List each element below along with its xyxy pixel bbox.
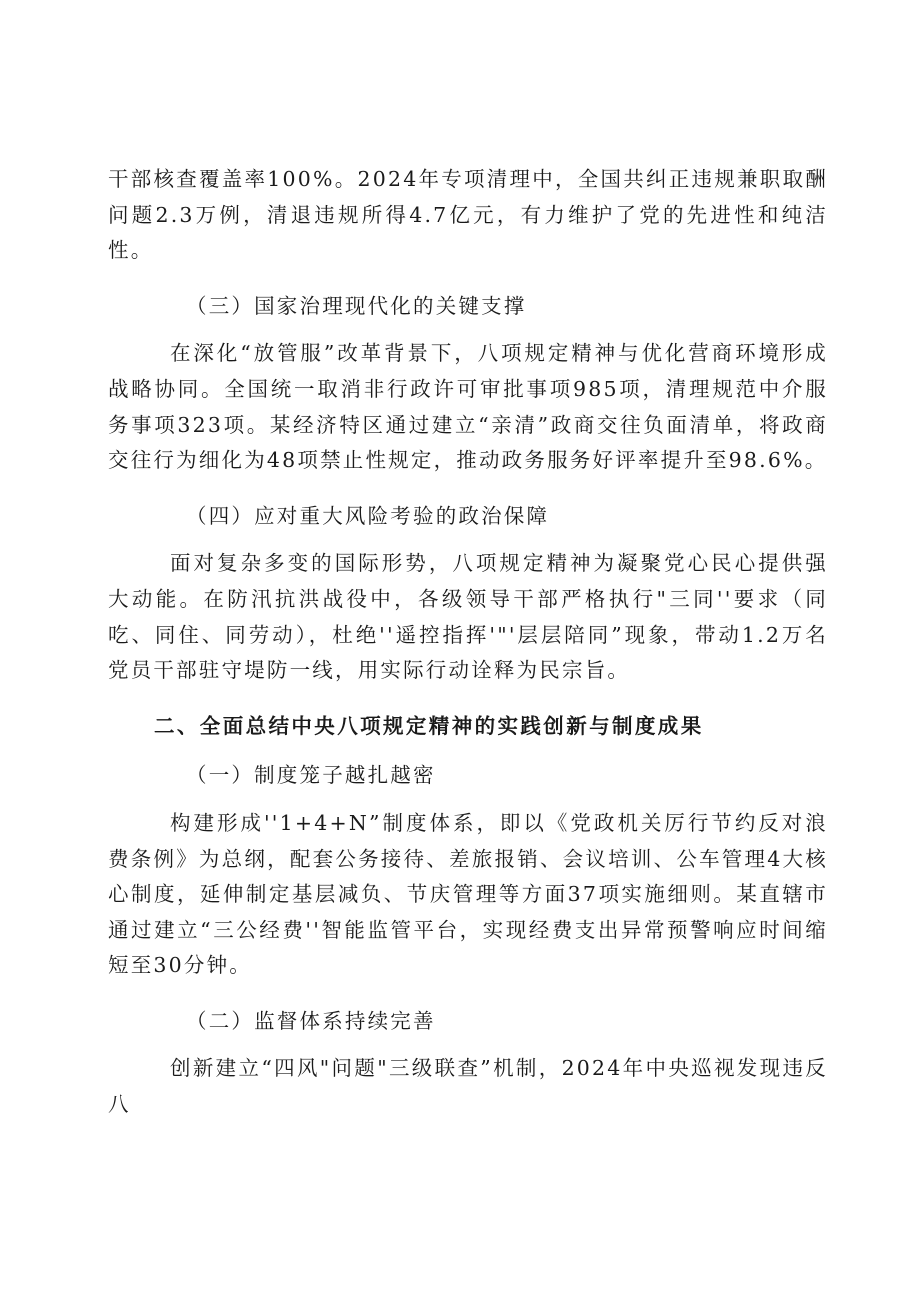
paragraph: 面对复杂多变的国际形势，八项规定精神为凝聚党心民心提供强大动能。在防汛抗洪战役中，各级领导干部严格执行"三同''要求（同吃、同住、同劳动），杜绝''遥控指挥'"'层层陪同”现象，带动1.2万名党员干部驻守堤防一线，用实际行动诠释为民宗旨。 — [108, 551, 828, 683]
paragraph: 在深化“放管服”改革背景下，八项规定精神与优化营商环境形成战略协同。全国统一取消非行政许可审批事项985项，清理规范中介服务事项323项。某经济特区通过建立“亲清”政商交往负面清单，将政商交往行为细化为48项禁止性规定，推动政务服务好评率提升至98.6%。 — [108, 341, 828, 473]
paragraph: 构建形成''1+4+N”制度体系，即以《党政机关厉行节约反对浪费条例》为总纲，配套公务接待、差旅报销、会议培训、公车管理4大核心制度，延伸制定基层减负、节庆管理等方面37项实施细则。某直辖市通过建立“三公经费''智能监管平台，实现经费支出异常预警响应时间缩短至30分钟。 — [108, 810, 828, 978]
subheading-4: （四）应对重大风险考验的政治保障 — [186, 503, 550, 528]
section-heading-2: 二、全面总结中央八项规定精神的实践创新与制度成果 — [154, 713, 704, 738]
subheading-3: （三）国家治理现代化的关键支撑 — [186, 293, 527, 318]
subheading-2: （二）监督体系持续完善 — [186, 1008, 436, 1033]
paragraph-truncated: 创新建立“四风"问题"三级联查”机制，2024年中央巡视发现违反八 — [108, 1056, 828, 1117]
paragraph-continued: 干部核查覆盖率100%。2024年专项清理中，全国共纠正违规兼职取酬问题2.3万例，清退违规所得4.7亿元，有力维护了党的先进性和纯洁性。 — [108, 167, 828, 263]
subheading-1: （一）制度笼子越扎越密 — [186, 763, 436, 788]
